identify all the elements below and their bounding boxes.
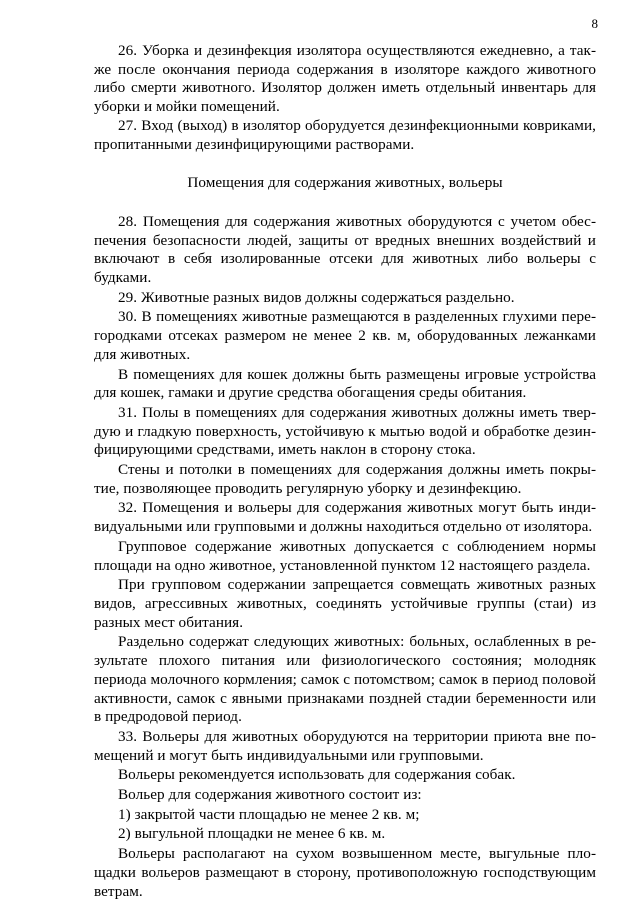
paragraph-28: 28. Помещения для содержания животных оборудуются с учетом обеспечения безопасности людей, защиты от вредных внешних воздействий и включают в себя изолированные отсеки для животных либо вольеры с будками. xyxy=(94,212,596,287)
section-heading: Помещения для содержания животных, вольеры xyxy=(187,174,503,192)
paragraph-31: 31. Полы в помещениях для содержания животных должны иметь твердую и гладкую поверхность, устойчивую к мытью водой и обработке дезинфицирующими средствами, иметь наклон в сторону стока. xyxy=(94,403,596,459)
paragraph-separate-keeping: Раздельно содержат следующих животных: больных, ослабленных в результате плохого питания или физиологического состояния; молодняк периода молочного кормления; самок с потомством; самок в период половой активности, самок с явными признаками поздней стадии беременности или в предродовой период. xyxy=(94,633,596,726)
paragraph-cats-equipment: В помещениях для кошек должны быть размещены игровые устройства для кошек, гамаки и другие средства обогащения среды обитания. xyxy=(94,365,596,402)
paragraph-32: 32. Помещения и вольеры для содержания животных могут быть индивидуальными или групповыми и должны находиться отдельно от изолятора. xyxy=(94,499,596,536)
paragraph-enclosure-part-1: 1) закрытой части площадью не менее 2 кв. м; xyxy=(118,805,420,823)
paragraph-enclosure-location: Вольеры располагают на сухом возвышенном месте, выгульные площадки вольеров размещают в сторону, противоположную господствующим ветрам. xyxy=(94,845,596,900)
paragraph-enclosure-consists: Вольер для содержания животного состоит из: xyxy=(118,786,422,804)
paragraph-30: 30. В помещениях животные размещаются в разделенных глухими перегородками отсеках размером не менее 2 кв. м, оборудованных лежанками для животных. xyxy=(94,308,596,363)
paragraph-group-keeping: Групповое содержание животных допускается с соблюдением нормы площади на одно животное, установленной пунктом 12 настоящего раздела. xyxy=(94,537,596,574)
page-number: 8 xyxy=(591,16,598,31)
paragraph-group-restrictions: При групповом содержании запрещается совмещать животных разных видов, агрессивных животных, соединять устойчивые группы (стаи) из разных мест обитания. xyxy=(94,576,596,631)
paragraph-enclosure-part-2: 2) выгульной площадки не менее 6 кв. м. xyxy=(118,825,386,843)
paragraph-enclosures-dogs: Вольеры рекомендуется использовать для содержания собак. xyxy=(118,766,516,784)
document-body xyxy=(94,42,596,901)
paragraph-26: 26. Уборка и дезинфекция изолятора осуществляются ежедневно, а также после окончания периода содержания в изоляторе каждого животного либо смерти животного. Изолятор должен иметь отдельный инвентарь для уборки и мойки помещений. xyxy=(94,42,596,116)
paragraph-29: 29. Животные разных видов должны содержаться раздельно. xyxy=(118,288,515,306)
paragraph-27: 27. Вход (выход) в изолятор оборудуется дезинфекционными ковриками, пропитанными дезинфицирующими растворами. xyxy=(94,116,596,153)
paragraph-walls-ceilings: Стены и потолки в помещениях для содержания должны иметь покрытие, позволяющее проводить регулярную уборку и дезинфекцию. xyxy=(94,461,596,497)
paragraph-33: 33. Вольеры для животных оборудуются на территории приюта вне помещений и могут быть индивидуальными или групповыми. xyxy=(94,727,596,764)
